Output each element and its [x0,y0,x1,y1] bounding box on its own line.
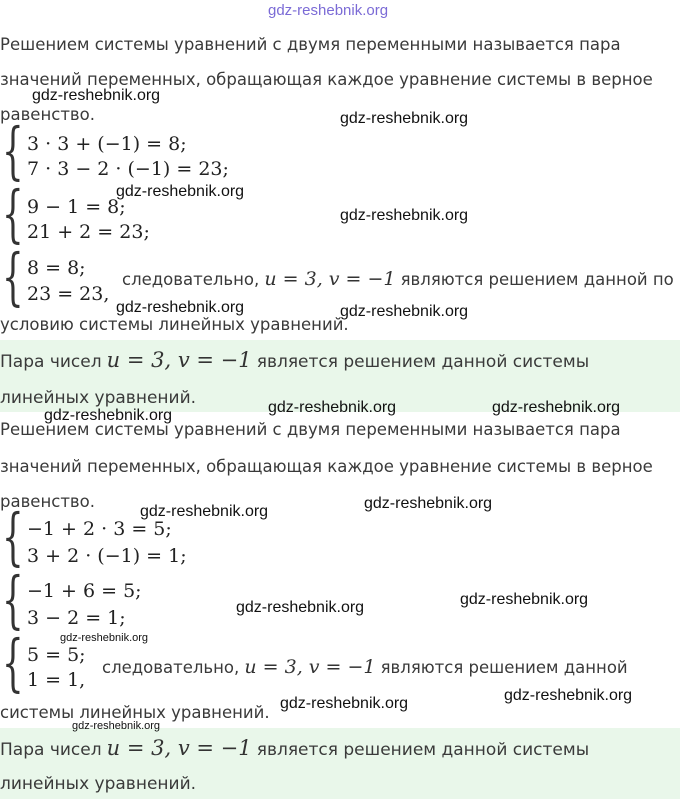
watermark: gdz-reshebnik.org [116,299,245,316]
answer-line-2: линейных уравнений. [0,774,197,794]
conclusion-math: u = 3, v = −1 [244,656,376,678]
equation: 3 · 3 + (−1) = 8; [27,133,187,155]
conclusion-math: u = 3, v = −1 [264,268,396,290]
answer-line-2: линейных уравнений. [0,388,197,408]
equation: 9 − 1 = 8; [27,196,126,218]
watermark: gdz-reshebnik.org [268,399,397,416]
answer-suffix: является решением данной системы [256,740,590,760]
equation: 23 = 23, [27,283,110,305]
conclusion-suffix: являются решением данной [380,658,628,677]
conclusion-line-2: условию системы линейных уравнений. [0,315,349,334]
answer-suffix: является решением данной системы [256,352,590,372]
watermark: gdz-reshebnik.org [32,87,161,104]
watermark: gdz-reshebnik.org [460,591,589,608]
conclusion [122,268,674,290]
equation: 7 · 3 − 2 · (−1) = 23; [27,158,229,180]
intro-line-3: равенство. [0,105,95,124]
equation: 5 = 5; [27,644,86,666]
watermark: gdz-reshebnik.org [492,399,621,416]
watermark: gdz-reshebnik.org [140,503,269,520]
equation: 3 + 2 · (−1) = 1; [27,545,187,567]
equation: 21 + 2 = 23; [27,221,150,243]
system-brace: { [2,240,24,313]
intro-line-1: Решением системы уравнений с двумя переменными называется пара [0,420,621,439]
answer-math: u = 3, v = −1 [106,348,252,372]
answer-line-1 [0,348,589,372]
watermark: gdz-reshebnik.org [340,110,469,127]
answer-prefix: Пара чисел [0,352,102,372]
answer-line-1 [0,736,589,760]
conclusion-line-2: системы линейных уравнений. [0,703,270,722]
intro-line-2: значений переменных, обращающая каждое уравнение системы в верное [0,70,653,89]
watermark: gdz-reshebnik.org [236,599,365,616]
watermark: gdz-reshebnik.org [364,495,493,512]
equation: 8 = 8; [27,257,86,279]
watermark: gdz-reshebnik.org [340,207,469,224]
equation: −1 + 6 = 5; [27,580,142,602]
equation: −1 + 2 · 3 = 5; [27,518,172,540]
watermark: gdz-reshebnik.org [60,632,149,644]
system-brace: { [2,563,24,636]
system-brace: { [2,114,24,187]
intro-line-1: Решением системы уравнений с двумя переменными называется пара [0,35,621,54]
watermark: gdz-reshebnik.org [44,407,173,424]
conclusion-prefix: следовательно, [122,270,260,289]
system-brace: { [2,500,24,573]
answer-prefix: Пара чисел [0,740,102,760]
watermark-top: gdz-reshebnik.org [268,2,389,19]
conclusion-suffix: являются решением данной по [400,270,674,289]
system-brace: { [2,177,24,250]
intro-line-3: равенство. [0,492,95,511]
watermark: gdz-reshebnik.org [116,183,245,200]
watermark: gdz-reshebnik.org [340,303,469,320]
system-brace: { [2,626,24,699]
watermark: gdz-reshebnik.org [504,687,633,704]
conclusion-prefix: следовательно, [102,658,240,677]
watermark: gdz-reshebnik.org [72,720,161,732]
intro-line-2: значений переменных, обращающая каждое уравнение системы в верное [0,457,653,476]
equation: 1 = 1, [27,669,86,691]
answer-math: u = 3, v = −1 [106,736,252,760]
equation: 3 − 2 = 1; [27,607,126,629]
watermark: gdz-reshebnik.org [280,695,409,712]
conclusion [102,656,628,678]
